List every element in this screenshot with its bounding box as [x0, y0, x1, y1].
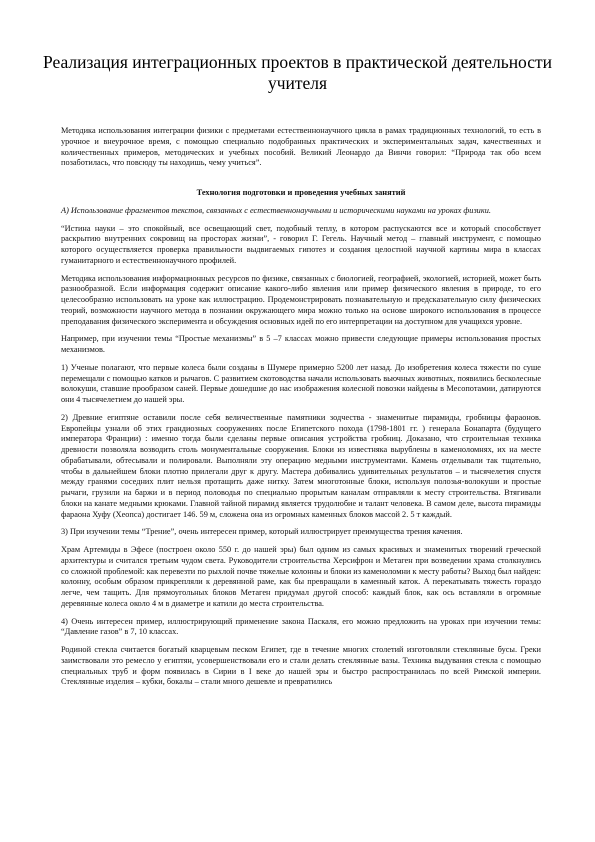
- paragraph-glass: Родиной стекла считается богатый кварцевым песком Египет, где в течение многих столетий изготовляли стеклянные бусы. Греки заимствовали это ремесло у египтян, усовершенствовали его и стали делать стеклянные вазы. Техника выдувания стекла с помощью специальных труб и форм появилась в Сирии в I веке до нашей эры и быстро распространилась по всей Римской империи. Стеклянные изделия – кубки, бокалы – стали много дешевле и превратились: [61, 645, 541, 687]
- paragraph-simple-machines: Например, при изучении темы “Простые механизмы” в 5 –7 классах можно привести следующие примеры использования простых механизмов.: [61, 334, 541, 354]
- paragraph-temple-artemis: Храм Артемиды в Эфесе (построен около 550 г. до нашей эры) был одним из самых красивых и знаменитых творений греческой архитектуры и считался третьим чудом света. Руководители строительства Херсифрон и Метаген при возведении храма столкнулись со сложной проблемой: как перевезти по рыхлой почве тяжелые колонны и блоки из каменоломни к месту работы? Выход был найден: колонну, особым образом прикрепляли к деревянной раме, как бы превращали в каменный каток. А перекатывать тяжесть гораздо легче, чем тащить. Для прямоугольных блоков Метаген придумал другой способ: каждый блок, как ось вставляли в огромные деревянные колеса около 4 м в диаметре и катили до места строительства.: [61, 545, 541, 608]
- paragraph-hegel-quote: “Истина науки – это спокойный, все освещающий свет, подобный теплу, в котором распускаются все и который способствует раскрытию внутренних сокровищ на просторах жизни”, - говорил Г. Гегель. Научный метод – главный инструмент, с помощью которого осуществляется проверка правильности выдвигаемых гипотез и создания целостной научной картины мира в классах гуманитарного и естественнонаучного профилей.: [61, 223, 541, 265]
- intro-paragraph: Методика использования интеграции физики с предметами естественнонаучного цикла в рамах традиционных технологий, то есть в урочное и внеурочное время, с помощью специально подобранных практических и экспериментальных задач, качественных и количественных примеров, методических и учебных пособий. Великий Леонардо да Винчи говорил: “Природа так обо всем позаботилась, что повсюду ты находишь, чему учиться”.: [61, 126, 541, 168]
- paragraph-methodology: Методика использования информационных ресурсов по физике, связанных с биологией, географией, экологией, историей, может быть разнообразной. Если информация содержит описание какого-либо явления или пример физического явления в природе, то его целесообразно использовать на уроке как иллюстрацию. Продемонстрировать познавательную и предсказательную силу физических теорий, возможности научного метода в познании окружающего мира можно только на основе широкого использования в процессе преподавания физического эксперимента и обсуждения основных идей по его интерпретации на доступном для учащихся уровне.: [61, 273, 541, 326]
- document-body: [61, 126, 541, 688]
- paragraph-example-4-pascal: 4) Очень интересен пример, иллюстрирующий применение закона Паскаля, его можно предложить на уроках при изучении темы: “Давление газов” в 7, 10 классах.: [61, 616, 541, 637]
- section-heading: Технология подготовки и проведения учебных занятий: [196, 188, 406, 197]
- section-subheading: А) Использование фрагментов текстов, связанных с естественнонаучными и историческими науками на уроках физики.: [61, 205, 491, 215]
- paragraph-example-2-pyramids: 2) Древние египтяне оставили после себя величественные памятники зодчества - знаменитые пирамиды, гробницы фараонов. Европейцы узнали об этих грандиозных сооружениях после Египетского похода (1798-1801 гг. ) генерала Бонапарта (будущего императора Франции) : именно тогда были сделаны первые описания устройства гробниц. Доказано, что строительная техника древности позволяла возводить столь монументальные сооружения. Блоки из известняка вырублены в каменоломнях, их на месте обрабатывали, обтесывали и полировали. Выполняли эту операцию медными инструментами. Камень отделывали так тщательно, чтобы в дальнейшем блоки плотно прилегали друг к другу. Мастера добивались удивительных результатов – и тысячелетия спустя между гранями соседних плит нельзя протащить даже нитку. Затем многотонные блоки, используя полозья-волокуши и простые рычаги, грузили на баржи и в период половодья по специально прорытым каналам отправляли к месту строительства. Втягивали блоки на канате медными крюками. Главной тайной пирамид является трудолюбие и талант человека. В самом деле, высота пирамиды фараона Хуфу (Хеопса) достигает 146. 59 м, сложена она из огромных каменных блоков массой 2. 5 т каждый.: [61, 412, 541, 519]
- paragraph-example-3-friction: 3) При изучении темы “Трение”, очень интересен пример, который иллюстрирует преимущества трения качения.: [61, 527, 463, 537]
- paragraph-example-1-wheel: 1) Ученые полагают, что первые колеса были созданы в Шумере примерно 5200 лет назад. До изобретения колеса тяжести по суше перемещали с помощью катков и рычагов. С развитием скотоводства начали использовать вьючных животных, появились бесколесные волокуши, ставшие прообразом саней. Первые дошедшие до нас изображения колесной повозки найдены в Месопотамии, датируются они 4 тысячелетием до нашей эры.: [61, 362, 541, 404]
- document-title: Реализация интеграционных проектов в практической деятельности учителя: [42, 52, 553, 93]
